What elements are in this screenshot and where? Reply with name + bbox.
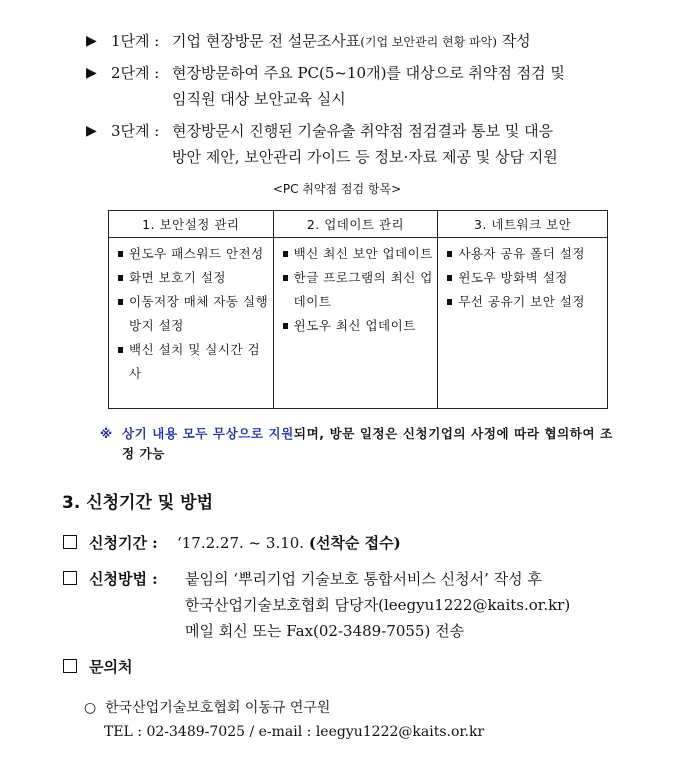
period-label: 신청기간 : xyxy=(89,534,158,552)
list-item: 화면 보호기 설정 xyxy=(117,266,269,290)
method-label: 신청방법 : xyxy=(89,570,158,588)
step-3-line-2: 방안 제안, 보안관리 가이드 등 정보·자료 제공 및 상담 지원 xyxy=(172,148,558,166)
step-1-text: 기업 현장방문 전 설문조사표 xyxy=(172,32,361,50)
checkbox-square-icon xyxy=(63,535,77,549)
contact-tel: TEL : 02-3489-7025 / e-mail : leegyu1222@kaits.or.kr xyxy=(104,724,485,740)
period-note: (선착순 접수) xyxy=(308,534,401,552)
table-caption: <PC 취약점 점검 항목> xyxy=(272,182,402,196)
method-line-2: 한국산업기술보호협회 담당자(leegyu1222@kaits.or.kr) xyxy=(185,596,571,614)
note-text: 되며, 방문 일정은 신청기업의 사정에 따라 협의하여 조정 가능 xyxy=(122,426,613,461)
list-item: 윈도우 방화벽 설정 xyxy=(446,266,603,290)
step-1-tail: 작성 xyxy=(496,32,531,50)
list-item: 한글 프로그램의 최신 업데이트 xyxy=(282,266,434,314)
step-label: 1단계 : xyxy=(111,32,160,50)
table-header: 1. 보안설정 관리 xyxy=(109,211,274,238)
list-item: 윈도우 패스워드 안전성 xyxy=(117,242,269,266)
pc-check-table xyxy=(108,210,608,409)
list-item: 이동저장 매체 자동 실행 방지 설정 xyxy=(117,290,269,338)
step-2-line-2: 임직원 대상 보안교육 실시 xyxy=(172,90,346,108)
list-item: 사용자 공유 폴더 설정 xyxy=(446,242,603,266)
checkbox-square-icon xyxy=(63,659,77,673)
contact-org: 한국산업기술보호협회 이동규 연구원 xyxy=(105,700,331,716)
section-title: 3. 신청기간 및 방법 xyxy=(62,493,213,513)
period-value: ‘17.2.27. ~ 3.10. xyxy=(177,534,305,552)
circle-bullet-icon: ○ xyxy=(84,700,97,716)
table-cell-col3 xyxy=(438,238,608,409)
note-highlight: 상기 내용 모두 무상으로 지원 xyxy=(122,426,294,441)
step-label: 3단계 : xyxy=(111,122,160,140)
step-1-paren: (기업 보안관리 현황 파악) xyxy=(360,35,497,49)
table-header: 3. 네트워크 보안 xyxy=(438,211,608,238)
arrow-icon: ▶ xyxy=(86,123,97,139)
table-cell-col1 xyxy=(109,238,274,409)
table-cell-col2 xyxy=(273,238,438,409)
step-label: 2단계 : xyxy=(111,64,160,82)
list-item: 무선 공유기 보안 설정 xyxy=(446,290,603,314)
checkbox-square-icon xyxy=(63,571,77,585)
list-item: 백신 설치 및 실시간 검사 xyxy=(117,338,269,386)
method-line-3: 메일 회신 또는 Fax(02-3489-7055) 전송 xyxy=(185,622,465,640)
arrow-icon: ▶ xyxy=(86,33,97,49)
arrow-icon: ▶ xyxy=(86,65,97,81)
step-3-line-1: 현장방문시 진행된 기술유출 취약점 점검결과 통보 및 대응 xyxy=(172,122,554,140)
step-2-line-1: 현장방문하여 주요 PC(5~10개)를 대상으로 취약점 점검 및 xyxy=(172,64,565,82)
list-item: 백신 최신 보안 업데이트 xyxy=(282,242,434,266)
note xyxy=(100,424,620,464)
table-header: 2. 업데이트 관리 xyxy=(273,211,438,238)
list-item: 윈도우 최신 업데이트 xyxy=(282,314,434,338)
reference-mark-icon: ※ xyxy=(100,426,113,441)
method-line-1: 붙임의 ‘뿌리기업 기술보호 통합서비스 신청서’ 작성 후 xyxy=(185,570,542,588)
contact-block xyxy=(84,696,484,744)
inquiry-label: 문의처 xyxy=(89,658,133,676)
